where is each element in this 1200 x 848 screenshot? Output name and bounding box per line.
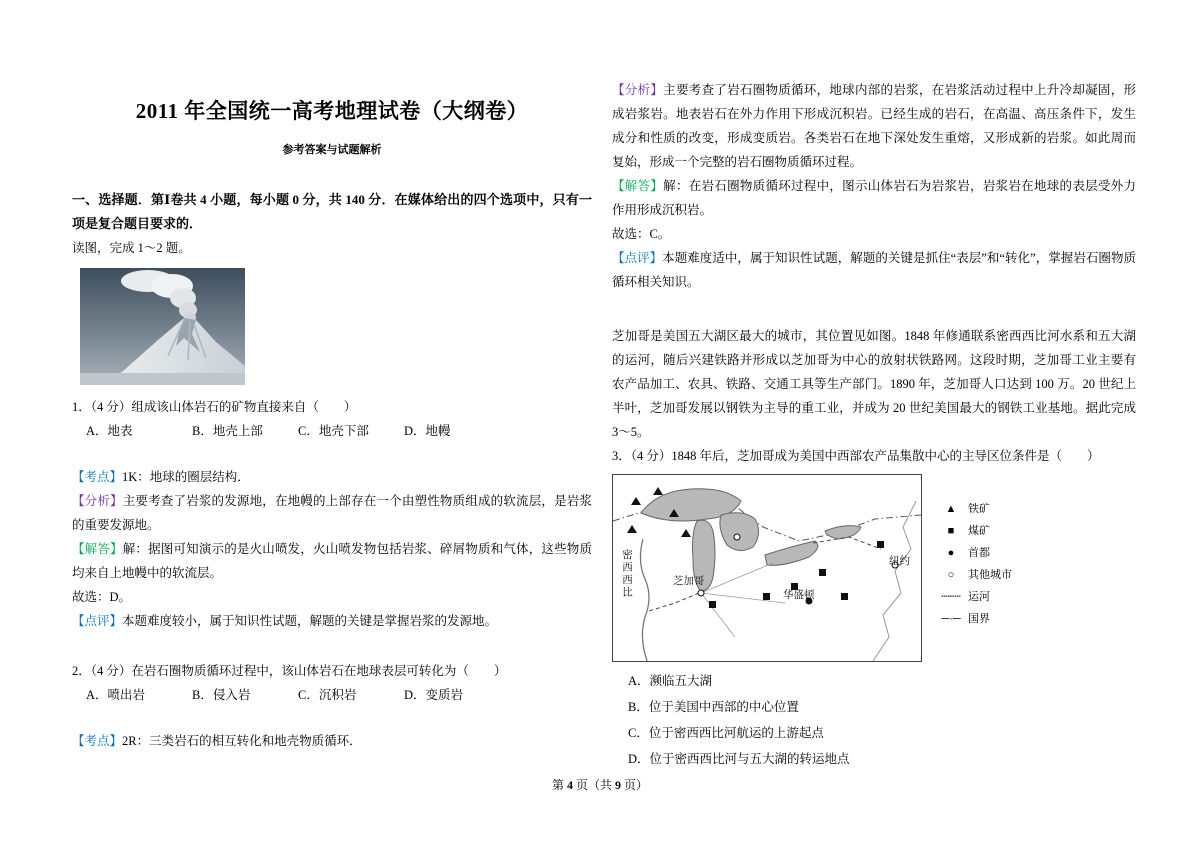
q2-jieda-text: 解：在岩石圈物质循环过程中，图示山体岩石为岩浆岩，岩浆岩在地球的表层受外力作用形成沉积岩。	[612, 179, 1136, 217]
jieda-label: 【解答】	[612, 179, 664, 193]
lake-ontario	[825, 526, 861, 539]
legend-label: 国界	[968, 613, 990, 625]
coal-mine-symbol: ■	[947, 525, 955, 537]
fenxi-label: 【分析】	[612, 83, 664, 97]
map-label-newyork: 纽约	[889, 555, 910, 567]
page-subtitle: 参考答案与试题解析	[282, 144, 382, 156]
question-2-options	[72, 683, 592, 707]
q2-option-a: A．喷出岩	[86, 688, 146, 702]
legend-label: 煤矿	[968, 525, 990, 537]
map-label-mississippi: 密西西比	[621, 549, 633, 599]
q2-dianping	[612, 246, 1136, 294]
q2-dianping-text: 本题难度适中，属于知识性试题，解题的关键是抓住“表层”和“转化”，掌握岩石圈物质循环相关知识。	[612, 251, 1136, 289]
page-footer	[0, 776, 1200, 793]
coastline	[873, 501, 916, 661]
map-label-chicago: 芝加哥	[673, 575, 705, 587]
map-figure-row	[612, 474, 1136, 662]
question-2-stem: 2．（4 分）在岩石圈物质循环过程中，该山体岩石在地球表层可转化为（ ）	[72, 664, 507, 678]
page-title: 2011 年全国统一高考地理试卷（大纲卷）	[135, 99, 529, 123]
q3-option-a: A．濒临五大湖	[628, 674, 713, 688]
legend-label: 其他城市	[968, 569, 1012, 581]
legend-item	[934, 542, 1012, 564]
legend-label: 铁矿	[968, 503, 990, 515]
dianping-label: 【点评】	[612, 251, 663, 265]
q3-option-c: C．位于密西西比河航运的上游起点	[628, 726, 824, 740]
q1-option-a: A．地表	[86, 424, 133, 438]
iron-ore-symbol: ▲	[945, 503, 957, 515]
q1-fenxi	[72, 489, 592, 537]
q1-kaodian	[72, 465, 592, 489]
capital-symbol: ●	[947, 547, 955, 559]
kaodian-label: 【考点】	[72, 470, 123, 484]
q2-kaodian-text: 2R：三类岩石的相互转化和地壳物质循环．	[122, 734, 362, 748]
map-legend	[934, 474, 1012, 662]
q1-option-c: C．地壳下部	[298, 424, 369, 438]
right-column	[612, 78, 1136, 772]
q1-option-b: B．地壳上部	[192, 424, 263, 438]
q1-answer: 故选：D。	[72, 590, 132, 604]
q2-fenxi	[612, 78, 1136, 174]
legend-label: 运河	[968, 591, 990, 603]
map-label-washington: 华盛顿	[783, 589, 815, 601]
q2-option-b: B．侵入岩	[192, 688, 251, 702]
foreground-haze	[80, 373, 245, 385]
q1-jieda-text: 解：据图可知演示的是火山喷发，火山喷发物包括岩浆、碎屑物质和气体，这些物质均来自上地幔中的软流层。	[72, 542, 592, 580]
q3-option-d: D．位于密西西比河与五大湖的转运地点	[628, 752, 850, 766]
canal-line	[649, 593, 699, 611]
q2-option-d: D．变质岩	[404, 688, 464, 702]
legend-item	[934, 498, 1012, 520]
q2-option-c: C．沉积岩	[298, 688, 357, 702]
footer-page-number: 4	[566, 778, 573, 792]
section-heading: 一、选择题．第Ⅰ卷共 4 小题，每小题 0 分，共 140 分．在媒体给出的四个选项中，只有一项是复合题目要求的．	[72, 192, 592, 231]
legend-item	[934, 608, 1012, 630]
question-1-stem: 1．（4 分）组成该山体岩石的矿物直接来自（ ）	[72, 400, 357, 414]
footer-total-pages: 9	[615, 778, 621, 792]
q2-answer: 故选：C。	[612, 227, 671, 241]
legend-item	[934, 564, 1012, 586]
great-lakes-map	[613, 475, 921, 661]
lake-huron	[720, 513, 759, 551]
mississippi-river	[640, 539, 649, 661]
q1-jieda	[72, 537, 592, 585]
volcano-photo	[80, 268, 245, 385]
q2-kaodian	[72, 729, 592, 753]
volcano-illustration	[80, 268, 245, 385]
footer-text-after: 页）	[621, 778, 649, 792]
lake-erie	[765, 541, 818, 565]
border-symbol: ─·─	[941, 613, 961, 625]
q1-kaodian-text: 1K：地球的圈层结构．	[122, 470, 250, 484]
chicago-passage: 芝加哥是美国五大湖区最大的城市，其位置见如图。1848 年修通联系密西西比河水系和五大湖的运河，随后兴建铁路并形成以芝加哥为中心的放射状铁路网。这段时期，芝加哥工业主要有农产品加工、农具、铁路、交通工具等生产部门。1890 年，芝加哥人口达到 100 万。20 世纪上半叶，芝加哥发展以钢铁为主导的重工业，并成为 20 世纪美国最大的钢铁工业基地。据此完成 3～5。	[612, 329, 1136, 439]
q2-fenxi-text: 主要考查了岩石圈物质循环，地球内部的岩浆，在岩浆活动过程中上升冷却凝固，形成岩浆岩。地表岩石在外力作用下形成沉积岩。已经生成的岩石，在高温、高压条件下，发生成分和性质的改变，形成变质岩。各类岩石在地下深处发生重熔，又形成新的岩浆。如此周而复始，形成一个完整的岩石圈物质循环过程。	[612, 83, 1136, 169]
q1-option-d: D．地幔	[404, 424, 451, 438]
question-3-stem: 3．（4 分）1848 年后，芝加哥成为美国中西部农产品集散中心的主导区位条件是（ ）	[612, 449, 1100, 463]
question-3-options	[612, 668, 1136, 772]
dianping-label: 【点评】	[72, 614, 123, 628]
q2-jieda	[612, 174, 1136, 222]
erie-canal-line	[813, 537, 881, 549]
jieda-label: 【解答】	[72, 542, 123, 556]
footer-text-before: 第	[551, 778, 567, 792]
q1-dianping-text: 本题难度较小，属于知识性试题，解题的关键是掌握岩浆的发源地。	[122, 614, 498, 628]
other-city-symbol: ○	[947, 569, 955, 581]
question-1-options	[72, 419, 592, 443]
kaodian-label: 【考点】	[72, 734, 123, 748]
footer-text-middle: 页（共	[572, 778, 615, 792]
legend-item	[934, 520, 1012, 542]
legend-item	[934, 586, 1012, 608]
left-column	[72, 96, 592, 753]
canal-symbol: ┄┄┄	[941, 591, 961, 603]
fenxi-label: 【分析】	[72, 494, 123, 508]
legend-label: 首都	[968, 547, 990, 559]
q1-fenxi-text: 主要考查了岩浆的发源地，在地幔的上部存在一个由塑性物质组成的软流层，是岩浆的重要发源地。	[72, 494, 592, 532]
read-intro: 读图，完成 1～2 题。	[72, 241, 191, 255]
q1-dianping	[72, 609, 592, 633]
q3-option-b: B．位于美国中西部的中心位置	[628, 700, 799, 714]
map-figure	[612, 474, 922, 662]
